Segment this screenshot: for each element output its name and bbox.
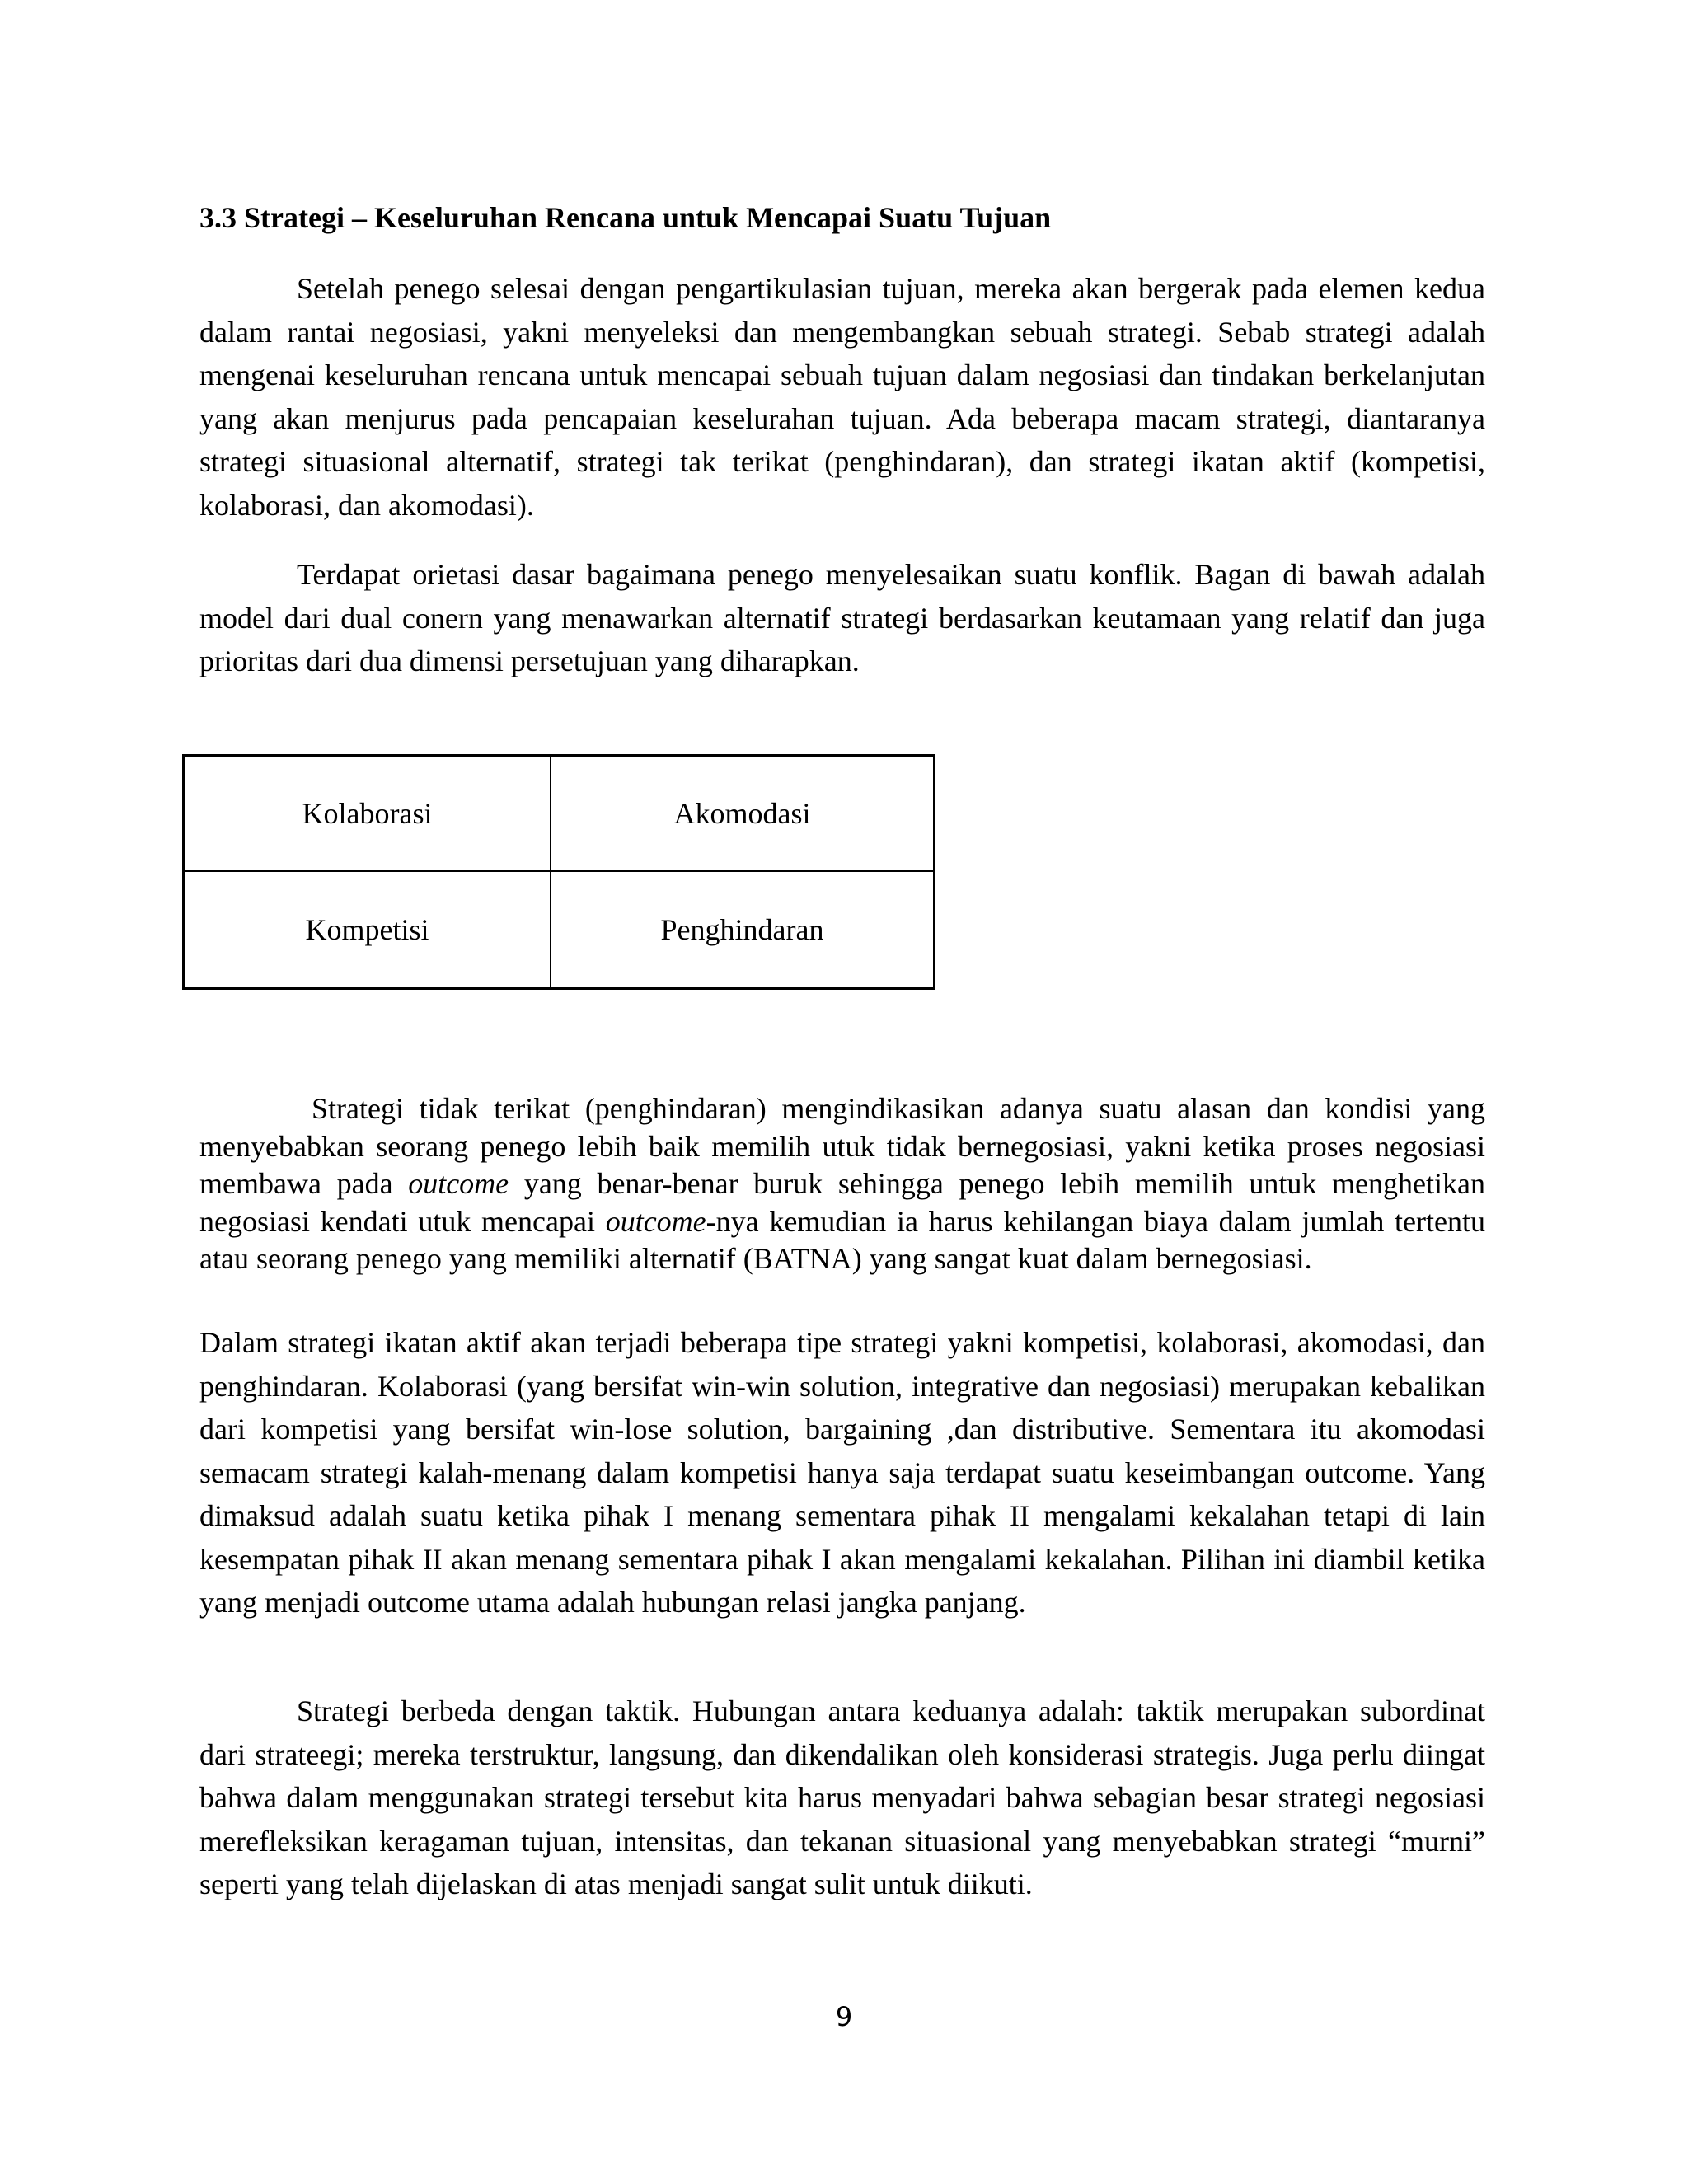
page-number: 9 <box>835 2001 853 2032</box>
grid-cell-kompetisi: Kompetisi <box>185 872 551 987</box>
paragraph-avoidance-strategy <box>199 1090 1485 1278</box>
grid-cell-akomodasi: Akomodasi <box>551 757 933 872</box>
section-heading: 3.3 Strategi – Keseluruhan Rencana untuk Mencapai Suatu Tujuan <box>199 201 1052 234</box>
dual-concern-strategy-grid <box>182 754 935 990</box>
paragraph-text: -nya kemudian ia harus kehilangan biaya dalam jumlah tertentu atau seorang penego yang memiliki alternatif (BATNA) yang sangat kuat dalam bernegosiasi. <box>199 1204 1485 1275</box>
paragraph-strategy-vs-tactics: Strategi berbeda dengan taktik. Hubungan antara keduanya adalah: taktik merupakan subordinat dari strateegi; mereka terstruktur, langsung, dan dikendalikan oleh konsiderasi strategis. Juga perlu diingat bahwa dalam menggunakan strategi tersebut kita harus menyadari bahwa sebagian besar strategi negosiasi merefleksikan keragaman tujuan, intensitas, dan tekanan situasional yang menyebabkan strategi “murni” seperti yang telah dijelaskan di atas menjadi sangat sulit untuk diikuti. <box>199 1694 1485 1900</box>
paragraph-dual-concern: Terdapat orietasi dasar bagaimana penego menyelesaikan suatu konflik. Bagan di bawah adalah model dari dual conern yang menawarkan alternatif strategi berdasarkan keutamaan yang relatif dan juga prioritas dari dua dimensi persetujuan yang diharapkan. <box>199 558 1485 677</box>
emphasis-outcome: outcome <box>605 1204 706 1238</box>
grid-cell-penghindaran: Penghindaran <box>660 913 824 946</box>
paragraph-text: yang benar-benar buruk sehingga penego lebih memilih untuk menghetikan negosiasi kendati utuk mencapai <box>199 1167 1485 1238</box>
paragraph-active-engagement: Dalam strategi ikatan aktif akan terjadi beberapa tipe strategi yakni kompetisi, kolaborasi, akomodasi, dan penghindaran. Kolaborasi (yang bersifat win-win solution, integrative dan negosiasi) merupakan kebalikan dari kompetisi yang bersifat win-lose solution, bargaining ,dan distributive. Sementara itu akomodasi semacam strategi kalah-menang dalam kompetisi hanya saja terdapat suatu keseimbangan outcome. Yang dimaksud adalah suatu ketika pihak I menang sementara pihak II mengalami kekalahan tetapi di lain kesempatan pihak II akan menang sementara pihak I akan mengalami kekalahan. Pilihan ini diambil ketika yang menjadi outcome utama adalah hubungan relasi jangka panjang. <box>199 1326 1485 1619</box>
grid-cell-kolaborasi: Kolaborasi <box>185 757 551 872</box>
paragraph-strategy-intro: Setelah penego selesai dengan pengartikulasian tujuan, mereka akan bergerak pada elemen kedua dalam rantai negosiasi, yakni menyeleksi dan mengembangkan sebuah strategi. Sebab strategi adalah mengenai keseluruhan rencana untuk mencapai sebuah tujuan dalam negosiasi dan tindakan berkelanjutan yang akan menjurus pada pencapaian keselurahan tujuan. Ada beberapa macam strategi, diantaranya strategi situasional alternatif, strategi tak terikat (penghindaran), dan strategi ikatan aktif (kompetisi, kolaborasi, dan akomodasi). <box>199 272 1485 522</box>
emphasis-outcome: outcome <box>408 1167 509 1200</box>
paragraph-text: Strategi tidak terikat (penghindaran) mengindikasikan adanya suatu alasan dan kondisi yang menyebabkan seorang penego lebih baik memilih utuk tidak bernegosiasi, yakni ketika proses negosiasi membawa pada <box>199 1092 1485 1200</box>
